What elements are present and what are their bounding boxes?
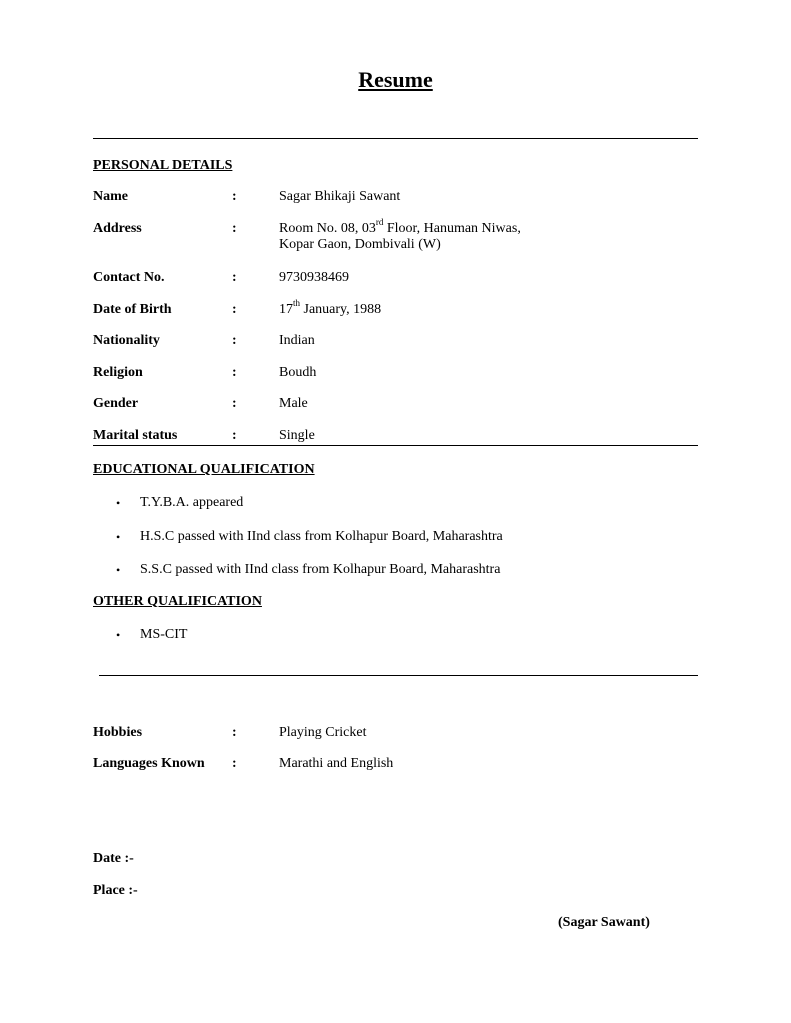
languages-label: Languages Known bbox=[93, 756, 205, 771]
hobbies-value: Playing Cricket bbox=[279, 725, 367, 740]
marital-status-label: Marital status bbox=[93, 428, 178, 443]
place-label: Place :- bbox=[93, 883, 138, 898]
date-label: Date :- bbox=[93, 851, 134, 866]
contact-label: Contact No. bbox=[93, 270, 165, 285]
divider bbox=[93, 445, 698, 446]
dob-day: 17 bbox=[279, 302, 293, 317]
education-heading: EDUCATIONAL QUALIFICATION bbox=[93, 462, 315, 477]
colon: : bbox=[232, 396, 237, 411]
list-item: S.S.C passed with IInd class from Kolhapur Board, Maharashtra bbox=[140, 562, 501, 577]
personal-details-heading: PERSONAL DETAILS bbox=[93, 158, 233, 173]
list-item: MS-CIT bbox=[140, 627, 188, 642]
address-value-line2: Kopar Gaon, Dombivali (W) bbox=[279, 237, 441, 252]
colon: : bbox=[232, 428, 237, 443]
languages-value: Marathi and English bbox=[279, 756, 394, 771]
dob-label: Date of Birth bbox=[93, 302, 172, 317]
colon: : bbox=[232, 189, 237, 204]
list-item: T.Y.B.A. appeared bbox=[140, 495, 244, 510]
bullet-icon: • bbox=[116, 530, 121, 544]
nationality-label: Nationality bbox=[93, 333, 160, 348]
nationality-value: Indian bbox=[279, 333, 315, 348]
other-qualification-heading: OTHER QUALIFICATION bbox=[93, 594, 262, 609]
religion-label: Religion bbox=[93, 365, 143, 380]
colon: : bbox=[232, 221, 237, 236]
divider bbox=[99, 675, 698, 676]
hobbies-label: Hobbies bbox=[93, 725, 143, 740]
address-label: Address bbox=[93, 221, 142, 236]
colon: : bbox=[232, 333, 237, 348]
divider bbox=[93, 138, 698, 139]
contact-value: 9730938469 bbox=[279, 270, 349, 285]
address-superscript: rd bbox=[375, 217, 384, 228]
dob-superscript: th bbox=[293, 298, 301, 309]
name-value: Sagar Bhikaji Sawant bbox=[279, 189, 401, 204]
bullet-icon: • bbox=[116, 496, 121, 510]
bullet-icon: • bbox=[116, 628, 121, 642]
colon: : bbox=[232, 365, 237, 380]
colon: : bbox=[232, 270, 237, 285]
address-line1-post: Floor, Hanuman Niwas, bbox=[383, 221, 521, 236]
address-line1-pre: Room No. 08, 03 bbox=[279, 221, 376, 236]
signature-name: (Sagar Sawant) bbox=[558, 915, 650, 930]
marital-status-value: Single bbox=[279, 428, 315, 443]
name-label: Name bbox=[93, 189, 128, 204]
address-value-line1 bbox=[279, 217, 521, 237]
gender-value: Male bbox=[279, 396, 308, 411]
colon: : bbox=[232, 725, 237, 740]
colon: : bbox=[232, 302, 237, 317]
dob-rest: January, 1988 bbox=[300, 302, 382, 317]
religion-value: Boudh bbox=[279, 365, 317, 380]
dob-value bbox=[279, 298, 382, 318]
colon: : bbox=[232, 756, 237, 771]
gender-label: Gender bbox=[93, 396, 139, 411]
bullet-icon: • bbox=[116, 563, 121, 577]
list-item: H.S.C passed with IInd class from Kolhapur Board, Maharashtra bbox=[140, 529, 503, 544]
page-title: Resume bbox=[358, 67, 433, 92]
